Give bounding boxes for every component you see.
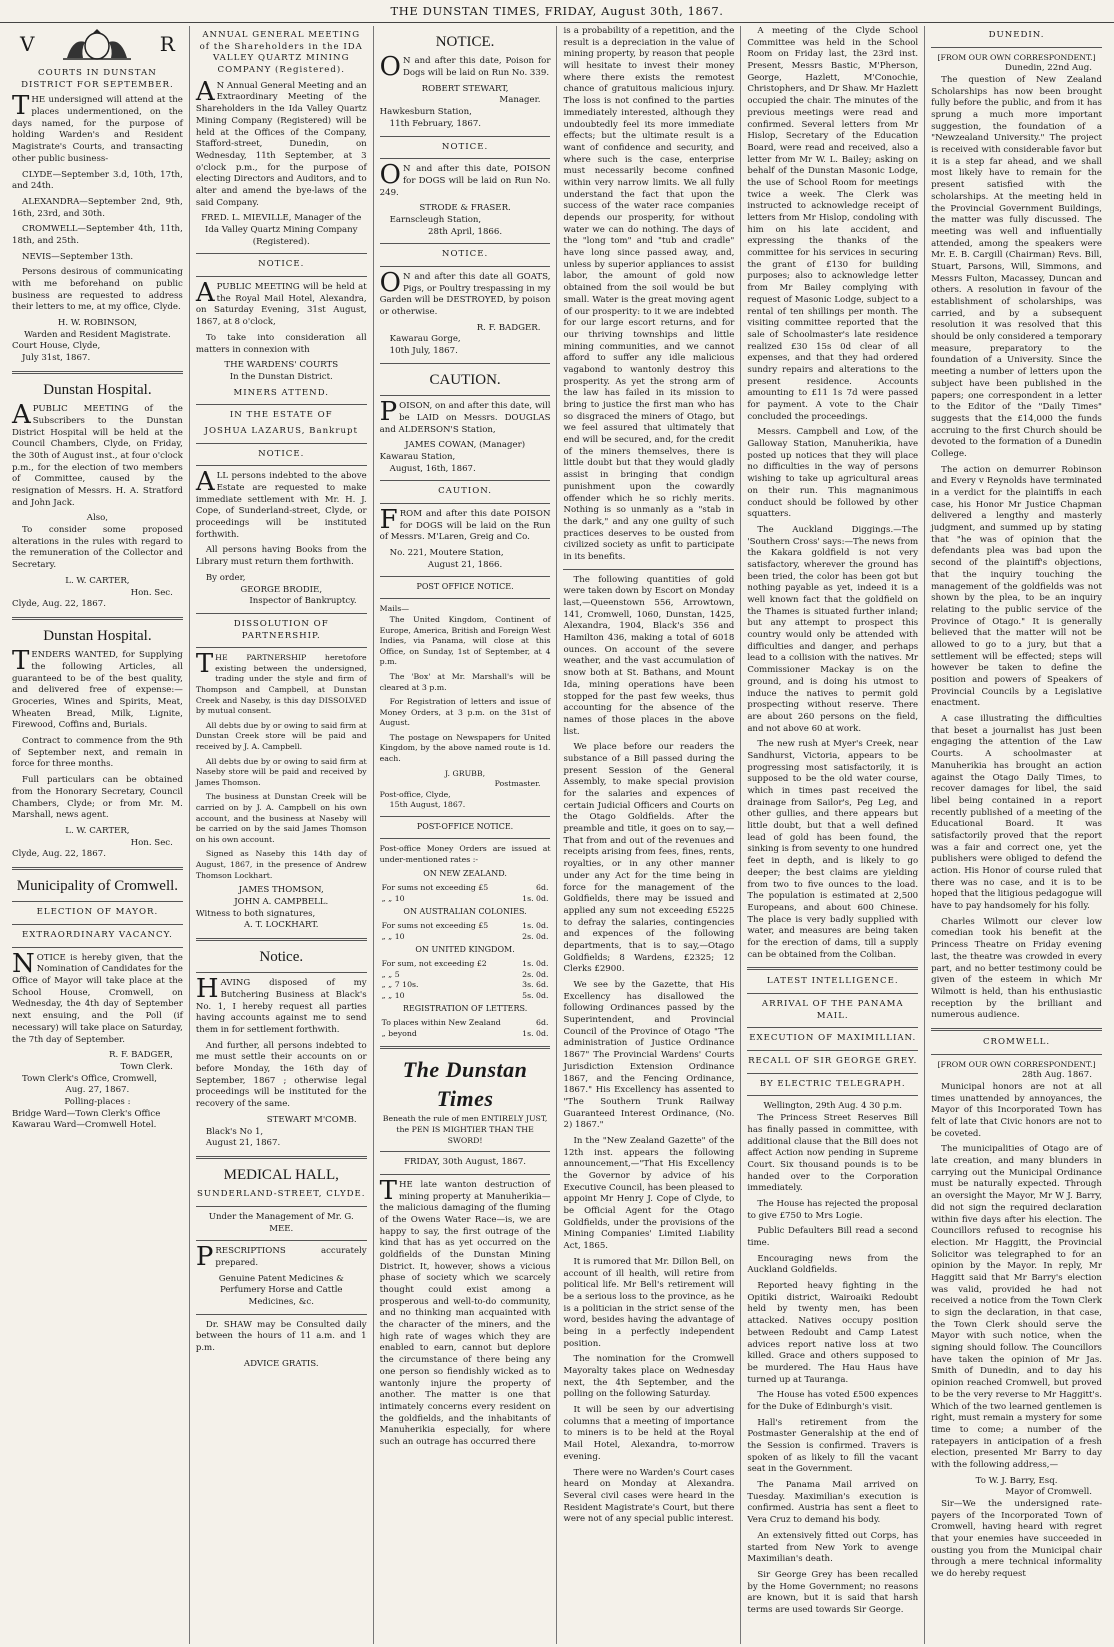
- escort-gold: The following quantities of gold were taken down by Escort on Monday last,—Queenstown 556, Arrowtown, 141, Cromwell, 1060, Dunstan, 1425, Alexandra, 1904, Black's 356 and Hamilton 436, making a total of 6018 ounces. On account of the severe weather, and the vast accumulation of snow both at St. Bathans, and Mount Ida, mining operations have been stopped for the past few weeks, thus accounting for the absence of the names of those places in the above list.: [563, 574, 735, 737]
- panama-mail: ARRIVAL OF THE PANAMA MAIL.: [761, 999, 904, 1021]
- rate-label: „ „ 7 10s.: [381, 980, 419, 990]
- dissolution-body-2: All debts due by or owing to said firm at Dunstan Creek store will be paid and received by J. A. Campbell.: [195, 720, 367, 751]
- telegram-1: The Princess Street Reserves Bill has finally passed in committee, with additional clause that the Bill does not affect Action now pending in Supreme Court. Six thousand pounds is to be handed over to the Corporation immediately.: [747, 1113, 919, 1194]
- courts-clyde: CLYDE—September 3.d, 10th, 17th, and 24th.: [12, 169, 183, 192]
- badger-title: Town Clerk.: [120, 1061, 173, 1072]
- public-meeting-body: APUBLIC MEETING will be held at the Royal Mail Hotel, Alexandra, on Saturday Evening, 31st August, 1867, at 8 o'clock,: [195, 278, 367, 328]
- badger-place: Kawarau Gorge,: [389, 334, 461, 345]
- municipality-body: NOTICE is hereby given, that the Nomination of Candidates for the Office of Mayor will take place at the School House, Cromwell, on Wednesday, the 4th day of September next ensuing, and the Poll (if necessary) will take place on Saturday, the 7th day of September.: [12, 948, 183, 1045]
- strode-body: ON and after this date, POISON for DOGS will be laid on Run No. 249.: [379, 160, 551, 198]
- cromwell-heading: CROMWELL.: [982, 1036, 1051, 1047]
- dunedin-theatre: Charles Wilmott our clever low comedian took his benefit at the Princess Theatre on Friday evening last, the theatre was crowded in every part, and no better testimony could be given of the esteem in which Mr Wilmott is held, than his enthusiastic reception by the brilliant and numerous audience.: [931, 916, 1102, 1021]
- divider: [380, 838, 551, 839]
- rate-value: 6d.: [536, 1018, 549, 1028]
- rate-value: 1s. 0d.: [522, 959, 549, 969]
- rate-label: For sums not exceeding £5: [381, 921, 489, 931]
- tenders-signature: L. W. CARTER,: [65, 825, 130, 836]
- divider: [747, 1050, 918, 1051]
- grubb-signature: J. GRUBB,: [445, 768, 486, 778]
- table-row: [380, 959, 551, 970]
- lockhart-signature: A. T. LOCKHART.: [243, 920, 319, 931]
- notice-heading-2: NOTICE.: [258, 448, 305, 459]
- telegram-4: Encouraging news from the Auckland Goldfields.: [747, 1253, 919, 1276]
- medical-hall-management: Under the Management of Mr. G. MEE.: [208, 1211, 354, 1234]
- registration-heading: REGISTRATION OF LETTERS.: [402, 1004, 528, 1014]
- medical-hall-street: SUNDERLAND-STREET, CLYDE.: [196, 1189, 366, 1200]
- post-office-place: Post-office, Clyde,: [379, 789, 451, 799]
- telegram-3: Public Defaulters Bill read a second time.: [747, 1226, 919, 1248]
- stewart-date: 11th February, 1867.: [389, 118, 482, 129]
- table-row: [380, 991, 551, 1002]
- municipality-title: Municipality of Cromwell.: [16, 877, 179, 894]
- shaw-consult: Dr. SHAW may be Consulted daily between the hours of 11 a.m. and 1 p.m.: [195, 1319, 367, 1354]
- dunedin-demurrer: The action on demurrer Robinson and Every v Reynolds have terminated in a verdict for the plaintiffs in each case, his Honor Mr Justice Chapman delivered a lengthy and masterly judgment, and summed up by stating that "he was of opinion that the defendants plea was bad upon the second of the plaintiff's objections, that the inquiry touching the management of the goldfields was not shown by the plea, to be an inquiry relating to the public service of the Province of Otago." It is generally believed that the matter will not be allowed to go to a jury, but that a settlement will be effected; steps will however be taken to define the position and powers of Speakers of Provincial Councils by a Legislative enactment.: [931, 464, 1102, 709]
- divider: [12, 901, 183, 902]
- hospital-sec: Hon. Sec.: [130, 587, 173, 598]
- election-heading: ELECTION OF MAYOR.: [36, 907, 159, 918]
- column-2: [190, 26, 374, 1644]
- by-order: By order,: [205, 572, 246, 583]
- dissolution-heading: DISSOLUTION OF PARTNERSHIP.: [233, 618, 329, 641]
- mcomb-signature: STEWART M'COMB.: [266, 1114, 357, 1125]
- badger-body: ON and after this date all GOATS, Pigs, or Poultry trespassing in my Garden will be DESTROYED, by poison or otherwise.: [379, 268, 551, 318]
- wardens-court-cases: There were no Warden's Court cases heard on Monday at Alexandra. Several civil cases were heard in the Resident Magistrate's Court, but there were not of any special public interest.: [563, 1467, 735, 1525]
- divider: [196, 276, 367, 277]
- dissolution-body-3: All debts due by or owing to said firm at Naseby store will be paid and received by James Thomson.: [195, 756, 367, 787]
- rates-au-table: [380, 921, 551, 942]
- divider: [380, 395, 551, 396]
- grubb-title: Postmaster.: [494, 779, 541, 789]
- polling-place-1: Bridge Ward—Town Clerk's Office: [12, 1108, 161, 1119]
- auckland-diggings: The Auckland Diggings.—The 'Southern Cross' says:—The news from the Kakara goldfield is not very satisfactory, wherever the ground has been tried, the color has been got but nothing payable as yet, indeed it is a well known fact that the goldfield on the Thames is situated further inland; but any attempt to prospect this country would only be attended with difficulties and danger, and perhaps lead to a collision with the natives. Mr Commissioner Mackay is on the ground, and is doing his utmost to induce the natives to permit gold prospecting without reserve. There are about 260 persons on the field, and not above 60 at work.: [747, 524, 919, 734]
- municipality-date: Aug. 27, 1867.: [65, 1085, 130, 1096]
- hospital-meeting-body: APUBLIC MEETING of the Subscribers to the Dunstan District Hospital will be held at the Council Chambers, Clyde, on Friday, the 30th of August inst., at four o'clock p.m., for the election of two members of Committee, caused by the resignation of Messrs. H. A. Stratford and John Jack.: [12, 400, 183, 508]
- cowan-place: Kawarau Station,: [379, 451, 456, 462]
- cowan-signature: JAMES COWAN, (Manager): [405, 440, 526, 451]
- editorial-dateline: FRIDAY, 30th August, 1867.: [404, 1157, 527, 1168]
- caution-title-2: CAUTION.: [438, 486, 493, 497]
- masthead: THE DUNSTAN TIMES, FRIDAY, August 30th, 1867.: [0, 0, 1114, 23]
- table-row: [380, 921, 551, 932]
- notice-title-1: NOTICE.: [435, 34, 495, 50]
- divider: [380, 136, 551, 137]
- wellington-dateline: Wellington, 29th Aug. 4 30 p.m.: [763, 1101, 902, 1112]
- divider: [931, 1054, 1102, 1055]
- prescriptions: PRESCRIPTIONS accurately prepared.: [195, 1242, 367, 1273]
- dillon-bell: It is rumored that Mr. Dillon Bell, on account of ill health, will retire from political life. Mr Bell's retirement will be a serious loss to the province, as he is a politician in the strict sense of the word, besides having the advantage of being in a perfectly independent position.: [563, 1256, 735, 1349]
- miners-attend: MINERS ATTEND.: [233, 387, 330, 398]
- stewart-body: ON and after this date, Poison for Dogs will be laid on Run No. 339.: [379, 52, 551, 83]
- courts-cromwell: CROMWELL—September 4th, 11th, 18th, and 25th.: [12, 224, 183, 246]
- strode-date: 28th April, 1866.: [428, 226, 503, 237]
- robinson-name: H. W. ROBINSON,: [57, 318, 137, 329]
- campbell-signature: JOHN A. CAMPBELL.: [234, 896, 329, 907]
- divider: [12, 371, 183, 374]
- cromwell-dateline: 28th Aug. 1867.: [1022, 1070, 1092, 1081]
- salaries-bill: We place before our readers the substance of a Bill passed during the present Session of the General Assembly, to make special provision for the salaries and expences of certain Judicial Officers and Courts on the Otago Goldfields. After the preamble and title, it goes on to say,—That from and out of the revenues and receipts arising from fees, fines, rents, royalties, or in any other manner under any Act for the time being in force for the management of the Goldfields, there may be issued and applied any sum not exceeding £5225 to defray the salaries, contingencies and expences of the following departments, that is to say,—Otago Goldfields; 8 Wardens, £2325; 12 Clerks £2900.: [563, 742, 735, 975]
- post-office-body: The United Kingdom, Continent of Europe, America, British and Foreign West Indies, via Panama, will close at this Office, on Sunday, 1st of September, at 4 p.m.: [379, 614, 551, 667]
- strode-place: Earnscleugh Station,: [389, 214, 482, 225]
- myers-creek: The new rush at Myer's Creek, near Sandhurst, Victoria, appears to be progressing most satisfactorily, it is supposed to be the old water course, which in times past received the drainage from Sailor's, Peg Leg, and other gullies, and there appears but little doubt, but that a well defined lead of gold has been found, the sinking is from seventy to one hundred feet in depth, and is likely to go deeper; the best claims are yielding from two to five ounces to the load. The population is estimated at 2,500 Europeans, and about 600 Chinese. The place is very badly supplied with water, and measures are being taken for the erection of dams, till a supply can be obtained from the Coliban.: [747, 739, 919, 960]
- badger-signature: R. F. BADGER,: [109, 1050, 173, 1061]
- divider: [12, 947, 183, 948]
- thomson-signature: JAMES THOMSON,: [238, 885, 324, 896]
- courts-body: THE undersigned will attend at the places undermentioned, on the days named, for the purpose of holding Warden's and Resident Magistrate's Courts, and transacting other public business-: [12, 91, 183, 164]
- divider: [747, 1027, 918, 1028]
- mcomb-body-2: And further, all persons indebted to me must settle their accounts on or before Monday, the 16th day of September, 1867 ; otherwise legal proceedings will be instituted for the recovery of the same.: [195, 1040, 367, 1110]
- witness-label: Witness to both signatures,: [195, 908, 316, 919]
- telegram-6: The House has voted £500 expences for the Duke of Edinburgh's visit.: [747, 1390, 919, 1412]
- rates-uk-table: [380, 959, 551, 1001]
- money-orders-body: Post-office Money Orders are issued at under-mentioned rates :-: [379, 843, 551, 864]
- rate-label: „ „ 10: [381, 990, 405, 1000]
- tenders-body-3: Full particulars can be obtained from the Honorary Secretary, Council Chambers, Clyde; or from Mr. M. Marshall, news agent.: [12, 775, 183, 821]
- stewart-title: Manager.: [499, 95, 541, 106]
- rate-label: For sums not exceeding £5: [381, 882, 489, 892]
- royal-crest-icon: [57, 28, 137, 62]
- editorial-body: THE late wanton destruction of mining property at Manuherikia—the malicious damaging of the fluming of the Owens Water Race—is, we are happy to say, the first outrage of the kind that has as yet occurred on the goldfields of the Dunstan Mining District. It, however, shows a vicious phase of society which we scarcely thought could exist among a prosperous and well-to-do community, and no thinking man acquainted with the character of the miners, and the high rate of wages which they are enabled to earn, cannot but deplore the circumstance of there being any one person so fiendishly wicked as to wantonly injure the property of another. The matter is one that intimately concerns every resident on the goldfields, and the inhabitants of Manuherikia especially, for where such an outrage has occurred there: [379, 1175, 551, 1447]
- vr-letter-r: R: [159, 32, 175, 57]
- divider: [12, 867, 183, 870]
- dunedin-libel: A case illustrating the difficulties that beset a journalist has just been engaging the attention of the Law Courts. A schoolmaster at Manuherikia has brought an action against the Otago Daily Times, to recover damages for libel, the said libel being contained in a report recently published of a meeting of the Educational Board. It was satisfactorily proved that the report was a fair and correct one, yet the publishers were obliged to defend the action. His Honor of course ruled that there was no case, and it is to be hoped that the litigious pedagogue will have to pay handsomely for his folly.: [931, 714, 1102, 912]
- divider: [380, 243, 551, 244]
- telegram-10: Sir George Grey has been recalled by the Home Government; no reasons are known, but it is said that harsh terms are used towards Sir George.: [747, 1569, 919, 1615]
- advice-gratis: ADVICE GRATIS.: [243, 1358, 319, 1369]
- estate-heading: IN THE ESTATE OF: [229, 410, 333, 421]
- hospital-title-1: Dunstan Hospital.: [43, 381, 152, 398]
- table-row: [380, 883, 551, 894]
- divider: [196, 404, 367, 405]
- newspaper-flag: The Dunstan Times: [402, 1056, 528, 1112]
- hospital-signature: L. W. CARTER,: [65, 575, 130, 586]
- mayoralty-nomination: The nomination for the Cromwell Mayoralty takes place on Wednesday next, the 4th September, and the polling on the following Saturday.: [563, 1354, 735, 1400]
- post-office-date: 15th August, 1867.: [389, 800, 466, 810]
- tenders-date: Clyde, Aug. 22, 1867.: [12, 849, 106, 860]
- dissolution-body-5: Signed as Naseby this 14th day of August, 1867, in the presence of Andrew Thomson Lockhart.: [195, 849, 367, 880]
- mcomb-body: HAVING disposed of my Butchering Business at Black's No. 1, I hereby request all parties having accounts against me to send them in for settlement forthwith.: [195, 974, 367, 1036]
- newspaper-motto: Beneath the rule of men ENTIRELY JUST, the PEN IS MIGHTIER THAN THE SWORD!: [382, 1114, 548, 1145]
- table-row: [380, 1029, 551, 1040]
- address-to: To W. J. Barry, Esq.: [975, 1475, 1058, 1486]
- divider: [563, 569, 734, 570]
- electric-telegraph: BY ELECTRIC TELEGRAPH.: [759, 1078, 906, 1089]
- rate-value: 1s. 0d.: [522, 921, 549, 931]
- dunedin-heading: DUNEDIN.: [988, 30, 1045, 40]
- mcomb-date: August 21, 1867.: [205, 1138, 281, 1149]
- table-row: [380, 970, 551, 981]
- post-office-body-2: The 'Box' at Mr. Marshall's will be cleared at 3 p.m.: [379, 671, 551, 692]
- telegram-9: An extensively fitted out Corps, has started from New York to avenge Maximilian's death.: [747, 1530, 919, 1565]
- divider: [196, 1156, 367, 1159]
- agm-signature: FRED. L. MIEVILLE, Manager of the Ida Valley Quartz Mining Company (Registered).: [201, 213, 362, 247]
- column-1: [6, 26, 190, 1644]
- notice-heading-1: NOTICE.: [258, 259, 305, 270]
- stewart-signature: ROBERT STEWART,: [421, 83, 509, 94]
- cromwell-mayor-dispute: The municipalities of Otago are of late creation, and many blunders in carrying out the Municipal Ordinance must be naturally expected. Through an oversight the Mayor, Mr W J. Barry, did not sign the required declaration within five days after his election. The Councillors refused to recognise his election. Mr Haggitt, the Provincial Solicitor was telegraphed to for an opinion by the Mayor. In reply, Mr Haggitt said that Mr Barry's election was valid, provided he had not received a notice from the Town Clerk to sign the declaration, in that case, the Town Clerk should serve the Mayor with such notice, when the signing should follow. The Councillors have taken the opinion of Mr Jas. Smith of Dunedin, and to day his opinion reached Cromwell, but proved to be the very reverse to Mr Haggitt's. Which of the two learned gentlemen is right, must remain a mystery for some time to come; a number of the ratepayers in anticipation of a fresh election, presented Mr Barry to day with the following address,—: [931, 1144, 1102, 1470]
- rates-nz-table: [380, 883, 551, 904]
- hospital-date: Clyde, Aug. 22, 1867.: [12, 599, 106, 610]
- courts-persons: Persons desirous of communicating with me beforehand on public business are requested to address their letters to me, at my office, Clyde.: [12, 267, 183, 313]
- rate-value: 1s. 0d.: [522, 1028, 549, 1038]
- rate-label: For sum, not exceeding £2: [381, 959, 487, 969]
- mcomb-place: Black's No 1,: [205, 1126, 264, 1137]
- dissolution-body-4: The business at Dunstan Creek will be carried on by J. A. Campbell on his own account, and the business at Naseby will be carried on by the said James Thomson on his own account.: [195, 792, 367, 844]
- rate-value: 1s. 0d.: [522, 893, 549, 903]
- dunstan-district: In the Dunstan District.: [229, 371, 333, 382]
- tenders-body-2: Contract to commence from the 9th of September next, and remain in force for three months.: [12, 736, 183, 770]
- hospital-meeting-body-2: To consider some proposed alterations in the rules with regard to the remuneration of the Collector and Secretary.: [12, 525, 183, 571]
- cromwell-municipal: Municipal honors are not at all times unattended by annoyances, the Mayor of this Incorporated Town has felt of late that Civic honors are not to be coveted.: [931, 1081, 1102, 1139]
- mclaren-date: August 21, 1866.: [427, 559, 503, 570]
- polling-heading: Polling-places :: [64, 1096, 131, 1107]
- divider: [196, 1240, 367, 1241]
- post-office-title: POST OFFICE NOTICE.: [416, 582, 514, 592]
- notice-heading-3: Notice.: [259, 948, 304, 965]
- polling-place-2: Kawarau Ward—Cromwell Hotel.: [12, 1120, 157, 1131]
- vr-letter-v: V: [20, 32, 35, 57]
- rate-value: 5s. 0d.: [522, 990, 549, 1000]
- divider: [12, 924, 183, 925]
- galloway-station: Messrs. Campbell and Low, of the Galloway Station, Manuherikia, have posted up notices that they will place no difficulties in the way of persons wishing to take up agricultural areas on their run. This magnanimous conduct should be followed by other squatters.: [747, 427, 919, 520]
- stewart-place: Hawkesburn Station,: [379, 107, 472, 118]
- divider: [380, 1151, 551, 1152]
- table-row: [380, 980, 551, 991]
- telegram-5: Reported heavy fighting in the Opitiki district, Wairoaiki Redoubt held by twenty men, has been attacked. Natives occupy position between Redoubt and Camp Latest advices report native loss at two killed. Grace and others supposed to be murdered. The Hau Haus have turned up at Tauranga.: [747, 1281, 919, 1385]
- lazarus-body-2: All persons having Books from the Library must return them forthwith.: [195, 545, 367, 568]
- cowan-date: August, 16th, 1867.: [389, 463, 476, 474]
- brodie-title: Inspector of Bankruptcy.: [249, 596, 357, 607]
- post-office-title-2: POST-OFFICE NOTICE.: [416, 822, 514, 832]
- mclaren-body: FROM and after this date POISON for DOGS will be laid on the Run of Messrs. M'Laren, Greig and Co.: [379, 505, 551, 543]
- brodie-signature: GEORGE BRODIE,: [240, 584, 323, 595]
- vacancy-heading: EXTRAORDINARY VACANCY.: [21, 930, 173, 941]
- divider: [747, 1095, 918, 1096]
- editorial-continued: is a probability of a repetition, and the result is a depreciation in the value of mining property, by reason that people will hesitate to invest their money where there exists the remotest chance of gratuitous malicious injury. The loss is not confined to the parties immediately interested, although they undoubtedly feel its more immediate effects; but the ultimate result is a want of confidence and security, and where such is the case, enterprise must necessarily become confined within very narrow limits. We all fully understand the fact that upon the success of the water race companies depends our prosperity, for without water we can do nothing. The days of the "long tom" and "tub and cradle" have long since passed away, and, unless by superior appliances to assist labor, the amount of gold now obtained from the soil would be but small. Water is the great moving agent of our prosperity: to it we are indebted for our large escort returns, and for our thriving townships and little mining communities, and we cannot afford to suffer any idle malicious vagabond to wantonly destroy this prosperity. As yet the strong arm of the law has failed in its mission to bring to justice the first man who has so disgraced the miners of Otago, but we feel assured that ultimately that end will be secured, and, for the credit of the miners themselves, there is little doubt but that they would gladly assist in bringing that condign punishment upon the cowardly offender which he so richly merits. Nothing is so unmanly as a "stab in the dark," and any one guilty of such practices deserves to be ousted from civilized society as unfit to participate in its benefits.: [563, 26, 735, 562]
- robinson-title: Warden and Resident Magistrate.: [24, 329, 171, 340]
- notice-title-2: NOTICE.: [441, 141, 489, 152]
- robinson-place: Court House, Clyde,: [12, 341, 101, 352]
- divider: [380, 480, 551, 481]
- grey-recall: RECALL OF SIR GEORGE GREY.: [748, 1056, 918, 1067]
- maximillian-execution: EXECUTION OF MAXIMILLIAN.: [749, 1033, 917, 1044]
- lazarus-body: ALL persons indebted to the above Estate are requested to make immediate settlement with Mr. H. J. Cope, of Sunderland-street, Clyde, or proceedings will be instituted forthwith.: [195, 467, 367, 540]
- cowan-body: POISON, on and after this date, will be LAID on Messrs. DOUGLAS and ALDERSON'S Station,: [379, 397, 551, 435]
- divider: [196, 972, 367, 973]
- robinson-date: July 31st, 1867.: [22, 353, 91, 364]
- hospital-also: Also,: [86, 513, 109, 524]
- divider: [196, 443, 367, 444]
- school-committee: A meeting of the Clyde School Committee was held in the School Room on Friday last, the 23rd inst. Present, Messrs Bastic, M'Pherson, George, Hazlett, M'Conochie, Christophers, and Dr Shaw. Mr Hazlett occupied the chair. The minutes of the previous meetings were read and confirmed. Several letters from Mr Hislop, Secretary of the Education Board, were read and received, also a letter from Mr W. L. Bailey; asking on behalf of the Dunstan Masonic Lodge, the use of School Room for meetings twice a week. The Clerk was instructed to acknowledge receipt of letters from Mr Hislop, condoling with him on his late accident, and expressing the thanks of the committee for his services in securing the grant of £130 for building purposes; also to acknowledge letter from Mr Bailey complying with request of Masonic Lodge, subject to a rental of ten shillings per month. The visiting committee reported that the sale of Schoolmaster's late residence realized £30 15s 0d clear of all expenses, and that they had ordered sundry repairs and alterations to the present residence. Accounts amounting to £11 1s 7d were passed for payment. A vote to the Chair concluded the proceedings.: [747, 26, 919, 422]
- divider: [380, 1046, 551, 1049]
- divider: [931, 1028, 1102, 1031]
- divider: [380, 363, 551, 364]
- divider: [196, 1206, 367, 1207]
- wardens-courts: THE WARDENS' COURTS: [224, 360, 339, 371]
- rate-label: „ „ 10: [381, 931, 405, 941]
- alexandra-meeting: It will be seen by our advertising columns that a meeting of importance to miners is to be held at the Royal Mail Hotel, Alexandra, to-morrow evening.: [563, 1405, 735, 1462]
- rate-value: 3s. 6d.: [522, 980, 549, 990]
- caution-title-1: CAUTION.: [429, 371, 501, 388]
- medical-hall-title: MEDICAL HALL,: [223, 1166, 339, 1183]
- telegram-2: The House has rejected the proposal to give £750 to Mrs Logie.: [747, 1198, 919, 1221]
- divider: [380, 816, 551, 817]
- registration-table: [380, 1018, 551, 1039]
- divider: [380, 1174, 551, 1175]
- rates-nz-heading: ON NEW ZEALAND.: [423, 869, 507, 879]
- divider: [380, 598, 551, 599]
- rate-value: 2s. 0d.: [522, 969, 549, 979]
- table-row: [380, 1018, 551, 1029]
- mclaren-run: No. 221, Moutere Station,: [389, 548, 504, 559]
- tenders-body: TENDERS WANTED, for Supplying the following Articles, all guaranteed to be of the best quality, and delivered free of expense:—Groceries, Wines and Spirits, Meat, Wheaten Bread, Milk, Lignite, Firewood, Coffins and, Burials.: [12, 646, 183, 731]
- column-4: [557, 26, 741, 1644]
- tenders-sec: Hon. Sec.: [130, 837, 173, 848]
- divider: [931, 47, 1102, 48]
- divider: [196, 1314, 367, 1315]
- table-row: [380, 894, 551, 905]
- rate-label: „ beyond: [381, 1028, 417, 1038]
- divider: [196, 613, 367, 614]
- columns: [6, 26, 1108, 1644]
- telegram-8: The Panama Mail arrived on Tuesday. Maximilian's execution is confirmed. Austria has sent a fleet to Vera Cruz to demand his body.: [747, 1480, 919, 1526]
- notice-title-3: NOTICE.: [441, 249, 489, 260]
- latest-intelligence: LATEST INTELLIGENCE.: [766, 976, 899, 987]
- table-row: [380, 932, 551, 943]
- hospital-title-2: Dunstan Hospital.: [43, 627, 152, 644]
- agm-title: ANNUAL GENERAL MEETING of the Shareholders in the IDA VALLEY QUARTZ MINING COMPANY (Registered).: [199, 30, 363, 76]
- divider: [380, 503, 551, 504]
- courts-alexandra: ALEXANDRA—September 2nd, 9th, 16th, 23rd, and 30th.: [12, 196, 183, 219]
- divider: [747, 1073, 918, 1074]
- dunedin-correspondent: [FROM OUR OWN CORRESPONDENT.]: [937, 52, 1096, 62]
- divider: [380, 576, 551, 577]
- rate-label: „ „ 5: [381, 969, 400, 979]
- badger-date: 10th July, 1867.: [389, 346, 458, 357]
- strode-signature: STRODE & FRASER.: [419, 203, 511, 214]
- post-office-body-3: For Registration of letters and issue of Money Orders, at 3 p.m. on the 31st of August.: [379, 697, 551, 728]
- column-3: [374, 26, 558, 1644]
- column-5: [741, 26, 925, 1644]
- address-body: Sir—We the undersigned rate-payers of the Incorporated Town of Cromwell, having heard with regret that your enemies have succeeded in ousting you from the Municipal chair through a mere technical informality we do hereby request: [931, 1499, 1102, 1580]
- gazette-appointment: In the "New Zealand Gazette" of the 12th inst. appears the following announcement,—"That His Excellency the Governor by advice of his Executive Council, has been pleased to appoint Mr Henry J. Cope of Clyde, to be Official Agent for the Otago Goldfields, under the provisions of the Mining Companies' Limited Liability Act, 1865.: [563, 1135, 735, 1252]
- ordinances: We see by the Gazette, that His Excellency has disallowed the following Ordinances passed by the Superintendent, and Provincial Council of the Province of Otago "The administration of Justice Ordinance 1867" The Provincial Wardens' Courts Jurisdiction Extension Ordinance 1867, and the Fencing Ordinance, 1867." His Excellency has assented to "The Southern Trunk Railway Guaranteed Interest Ordinance, (No. 2) 1867.": [563, 980, 735, 1131]
- dunedin-dateline: Dunedin, 22nd Aug.: [1004, 63, 1092, 74]
- municipality-office: Town Clerk's Office, Cromwell,: [22, 1073, 158, 1084]
- mails-label: Mails—: [379, 604, 410, 614]
- divider: [196, 647, 367, 648]
- badger-signature-2: R. F. BADGER.: [476, 322, 541, 333]
- lazarus-heading: JOSHUA LAZARUS, Bankrupt: [204, 425, 358, 436]
- telegram-7: Hall's retirement from the Postmaster Generalship at the end of the Session is confirmed. Travers is spoken of as likely to fill the vacant seat in the Government.: [747, 1417, 919, 1475]
- rate-value: 6d.: [536, 882, 549, 892]
- courts-title: COURTS IN DUNSTAN DISTRICT FOR SEPTEMBER.: [21, 68, 174, 90]
- divider: [380, 266, 551, 267]
- cromwell-correspondent: [FROM OUR OWN CORRESPONDENT.]: [937, 1059, 1096, 1069]
- public-meeting-body-2: To take into consideration all matters in connexion with: [195, 332, 367, 355]
- rate-label: To places within New Zealand: [381, 1018, 501, 1028]
- agm-body: AN Annual General Meeting and an Extraordinary Meeting of the Shareholders in the Ida Valley Quartz Mining Company (Registered) will be held at the Offices of the Company, Stafford-street, Dunedin, on Wednesday, 11th September, at 3 o'clock p.m., for the purpose of electing Directors and Auditors, and to alter and amend the bye-laws of the said Company.: [195, 76, 367, 208]
- divider: [196, 253, 367, 254]
- divider: [196, 465, 367, 466]
- rate-value: 2s. 0d.: [522, 931, 549, 941]
- genuine-medicines: Genuine Patent Medicines & Perfumery Horse and Cattle Medicines, &c.: [218, 1273, 344, 1308]
- address-mayor: Mayor of Cromwell.: [1005, 1487, 1092, 1498]
- divider: [380, 158, 551, 159]
- rate-label: „ „ 10: [381, 893, 405, 903]
- divider: [747, 993, 918, 994]
- post-office-body-4: The postage on Newspapers for United Kingdom, by the above named route is 1d. each.: [379, 732, 551, 764]
- royal-crest-row: [12, 26, 183, 64]
- rates-uk-heading: ON UNITED KINGDOM.: [415, 945, 515, 955]
- column-6: [925, 26, 1108, 1644]
- divider: [12, 617, 183, 620]
- divider: [747, 967, 918, 970]
- rates-au-heading: ON AUSTRALIAN COLONIES.: [403, 907, 527, 917]
- dissolution-body: THE PARTNERSHIP heretofore existing between the undersigned, trading under the style and firm of Thompson and Campbell, at Dunstan Creek and Naseby, is this day DISSOLVED by mutual consent.: [195, 649, 367, 716]
- courts-nevis: NEVIS—September 13th.: [22, 251, 134, 262]
- dunedin-scholarships: The question of New Zealand Scholarships has now been brought fully before the public, and from it has sprung a much more important suggestion, the foundation of a "Newzealand University." The project is received with considerable favor but it is a step far ahead, and we shall most likely have to remain for the present satisfied with the scholarships. At the meeting held in the Provincial Government Buildings, the matter was fully discussed. The meeting was well and influentially attended, among the speakers were Mr. E. B. Cargill (Chairman) Revs. Bill, Stuart, Parsons, Will, Simmons, and Messrs Fulton, Macassey, Duncan and others. A resolution in favour of the establishment of scholarships, was carried, and by a subsequent resolution it was resolved that this should be only considered a temporary measure, preparatory to the foundation of a University. Since the meeting a number of letters upon the subject have been published in the papers; one correspondent in a letter to the Editor of the "Daily Times" suggests that the £14,000 the funds accruing to the first Church should be devoted to the formation of a Dunedin College.: [931, 74, 1102, 459]
- divider: [196, 938, 367, 941]
